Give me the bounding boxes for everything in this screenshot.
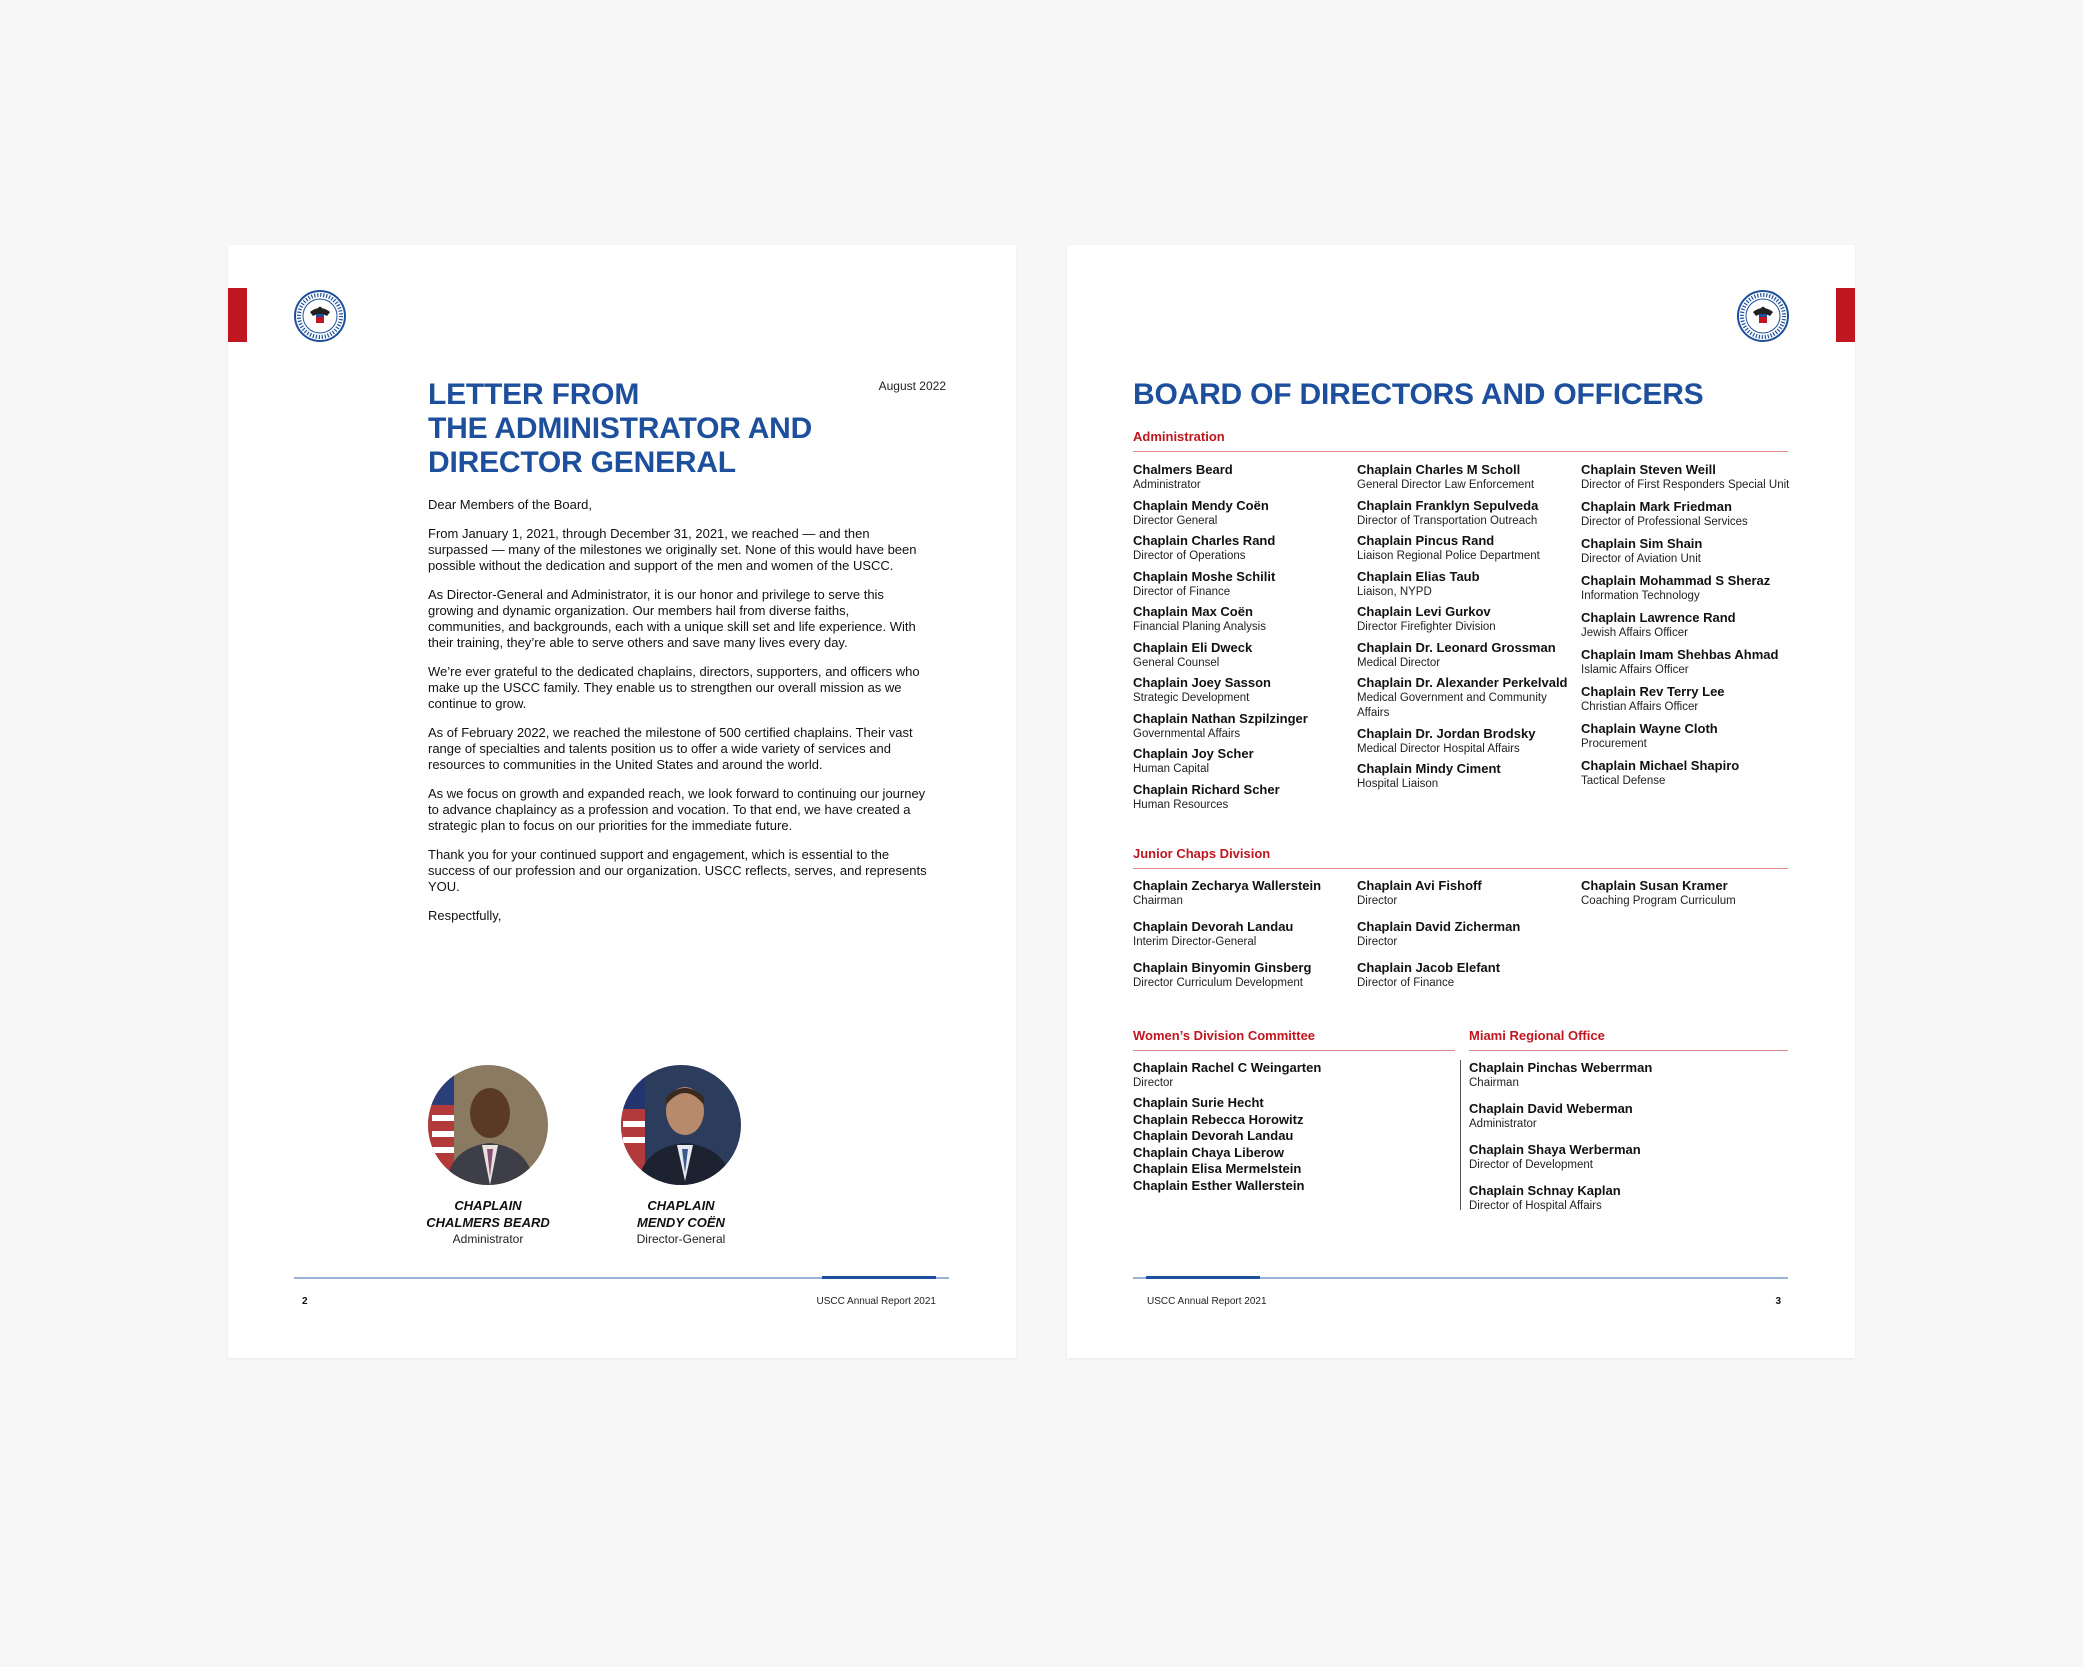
member-role: Islamic Affairs Officer xyxy=(1581,664,1689,676)
member-name: Chaplain Chaya Liberow xyxy=(1133,1144,1284,1160)
member-name: Chaplain Joy Scher xyxy=(1133,746,1254,761)
member-role: Director xyxy=(1357,936,1398,948)
member-role: Director of First Responders Special Unit xyxy=(1581,479,1790,491)
member-name: Chalmers Beard xyxy=(1133,462,1233,477)
member-role: Chairman xyxy=(1469,1077,1519,1089)
member-name: Chaplain Charles Rand xyxy=(1133,533,1276,548)
member-role: General Director Law Enforcement xyxy=(1357,479,1535,491)
member-name: Chaplain Mark Friedman xyxy=(1581,499,1732,514)
page-board xyxy=(1067,245,1855,1358)
member-name: Chaplain Rebecca Horowitz xyxy=(1133,1111,1304,1127)
member-role: Director xyxy=(1133,1077,1174,1089)
board-entry xyxy=(1357,533,1577,564)
signatory-name xyxy=(408,1197,568,1231)
board-entry xyxy=(1357,726,1577,757)
board-entry xyxy=(1357,919,1577,950)
board-entry xyxy=(1357,462,1577,493)
womens-division-column xyxy=(1133,1060,1453,1194)
member-name: Chaplain Joey Sasson xyxy=(1133,675,1271,690)
member-role: Coaching Program Curriculum xyxy=(1581,895,1736,907)
member-role: Tactical Defense xyxy=(1581,775,1666,787)
board-entry xyxy=(1133,640,1353,671)
page-letter xyxy=(228,245,1016,1358)
board-entry xyxy=(1581,684,1791,715)
board-title: BOARD OF DIRECTORS AND OFFICERS xyxy=(1133,378,1704,411)
uscc-seal-icon xyxy=(1737,290,1789,342)
member-role: Medical Director Hospital Affairs xyxy=(1357,742,1520,755)
letter-closing: Respectfully, xyxy=(428,908,502,923)
member-name: Chaplain Eli Dweck xyxy=(1133,639,1253,655)
name-line: CHAPLAIN xyxy=(454,1198,522,1213)
section-rule xyxy=(1133,868,1788,869)
board-entry xyxy=(1133,960,1353,991)
member-name: Chaplain Rachel C Weingarten xyxy=(1133,1060,1322,1075)
board-entry xyxy=(1133,533,1353,564)
member-name: Chaplain Binyomin Ginsberg xyxy=(1133,960,1312,975)
member-name: Chaplain Mohammad S Sheraz xyxy=(1581,573,1771,588)
board-entry xyxy=(1133,711,1353,742)
title-line: LETTER FROM xyxy=(428,378,640,411)
member-role: Liaison Regional Police Department xyxy=(1357,550,1540,562)
red-accent-bar xyxy=(1836,288,1855,342)
member-name: Chaplain Moshe Schilit xyxy=(1133,568,1276,584)
board-entry xyxy=(1581,721,1791,752)
uscc-seal-icon xyxy=(294,290,346,342)
member-role: Procurement xyxy=(1581,738,1647,750)
junior-column-1 xyxy=(1133,878,1353,1001)
board-entry xyxy=(1581,758,1791,789)
title-line: THE ADMINISTRATOR AND xyxy=(428,412,813,445)
member-role: Jewish Affairs Officer xyxy=(1581,627,1688,639)
member-name: Chaplain David Weberman xyxy=(1469,1101,1633,1116)
signatory-role: Director-General xyxy=(636,1232,726,1246)
board-entry xyxy=(1133,746,1353,777)
board-entry xyxy=(1581,499,1791,530)
board-entry xyxy=(1581,462,1791,493)
board-entry xyxy=(1581,647,1791,678)
member-role: Administrator xyxy=(1469,1118,1537,1130)
red-accent-bar xyxy=(228,288,247,342)
member-role: Director of Operations xyxy=(1133,550,1246,562)
name-line: CHAPLAIN xyxy=(647,1198,715,1213)
board-entry xyxy=(1133,462,1353,493)
member-name: Chaplain Surie Hecht xyxy=(1133,1095,1264,1110)
section-label-womens-division: Women’s Division Committee xyxy=(1133,1028,1316,1043)
member-name: Chaplain Steven Weill xyxy=(1581,462,1716,477)
signatory-role: Administrator xyxy=(452,1232,524,1246)
administration-column-1 xyxy=(1133,462,1353,817)
board-entry xyxy=(1133,569,1353,600)
footer-rule xyxy=(294,1277,949,1279)
page-number: 3 xyxy=(1775,1296,1781,1307)
junior-column-2 xyxy=(1357,878,1577,1001)
member-role: Liaison, NYPD xyxy=(1357,585,1432,598)
member-name: Chaplain Mindy Ciment xyxy=(1357,761,1501,776)
administration-column-3 xyxy=(1581,462,1791,795)
board-entry xyxy=(1581,610,1791,641)
member-role: Director Curriculum Development xyxy=(1133,977,1303,989)
member-role: Chairman xyxy=(1133,895,1183,907)
letter-title xyxy=(428,378,848,480)
member-role: Director of Hospital Affairs xyxy=(1469,1200,1602,1212)
member-name: Chaplain David Zicherman xyxy=(1357,919,1521,934)
board-entry xyxy=(1357,761,1577,792)
member-name: Chaplain Jacob Elefant xyxy=(1357,960,1501,975)
member-name: Chaplain Rev Terry Lee xyxy=(1581,684,1725,699)
board-entry xyxy=(1357,604,1577,635)
member-role: Director of Professional Services xyxy=(1581,516,1748,528)
letter-paragraph: From January 1, 2021, through December 31, 2021, we reached — and then surpassed — many of the milestones we originally set. None of this would have been possible without the dedication and support of the men and women of the USCC. xyxy=(428,526,917,573)
board-entry xyxy=(1357,675,1577,721)
member-name: Chaplain Schnay Kaplan xyxy=(1469,1183,1621,1198)
letter-salutation: Dear Members of the Board, xyxy=(428,497,593,512)
member-name: Chaplain Charles M Scholl xyxy=(1357,462,1521,477)
board-entry xyxy=(1469,1060,1789,1091)
footer-rule xyxy=(1133,1277,1788,1279)
member-role: Director xyxy=(1357,895,1398,907)
member-role: General Counsel xyxy=(1133,656,1220,669)
section-label-miami-office: Miami Regional Office xyxy=(1469,1028,1605,1043)
member-role: Human Resources xyxy=(1133,798,1229,811)
member-name: Chaplain Shaya Werberman xyxy=(1469,1142,1641,1157)
column-divider xyxy=(1460,1060,1461,1210)
member-role: Interim Director-General xyxy=(1133,936,1257,948)
board-entry xyxy=(1469,1183,1789,1214)
board-entry xyxy=(1357,960,1577,991)
administration-column-2 xyxy=(1357,462,1577,797)
footer-rule-highlight xyxy=(822,1276,936,1279)
member-name: Chaplain Sim Shain xyxy=(1581,536,1703,551)
member-name: Chaplain Franklyn Sepulveda xyxy=(1357,497,1539,513)
board-entry xyxy=(1357,569,1577,600)
letter-date: August 2022 xyxy=(878,379,946,393)
member-name: Chaplain Richard Scher xyxy=(1133,781,1280,797)
member-name: Chaplain Wayne Cloth xyxy=(1581,721,1718,736)
womens-members-list xyxy=(1133,1095,1453,1194)
member-role: Human Capital xyxy=(1133,763,1210,775)
letter-paragraph: As Director-General and Administrator, it is our honor and privilege to serve this growing and dynamic organization. Our members hail from diverse faiths, communities, and backgrounds, each with a unique skill set and life experience. With their training, they’re able to serve others and save many lives every day. xyxy=(428,587,916,650)
member-name: Chaplain Max Coën xyxy=(1133,604,1253,619)
board-entry xyxy=(1357,498,1577,529)
portrait-photo xyxy=(428,1065,548,1185)
member-name: Chaplain Avi Fishoff xyxy=(1357,878,1482,893)
portrait-photo xyxy=(621,1065,741,1185)
member-role: Director Firefighter Division xyxy=(1357,621,1496,633)
member-role: Director of Transportation Outreach xyxy=(1357,514,1538,527)
member-name: Chaplain Devorah Landau xyxy=(1133,919,1294,934)
board-entry xyxy=(1357,640,1577,671)
footer-rule-highlight xyxy=(1146,1276,1260,1279)
member-name: Chaplain Nathan Szpilzinger xyxy=(1133,710,1308,726)
member-role: Administrator xyxy=(1133,479,1201,491)
member-role: Governmental Affairs xyxy=(1133,727,1241,740)
member-name: Chaplain Elisa Mermelstein xyxy=(1133,1161,1302,1176)
member-role: Strategic Development xyxy=(1133,692,1250,704)
member-role: Information Technology xyxy=(1581,590,1700,602)
section-rule xyxy=(1133,1050,1455,1051)
page-number: 2 xyxy=(302,1296,308,1307)
member-name: Chaplain Dr. Alexander Perkelvald xyxy=(1357,675,1568,690)
member-name: Chaplain Pincus Rand xyxy=(1357,533,1495,548)
signatory-name xyxy=(601,1197,761,1231)
member-name: Chaplain Zecharya Wallerstein xyxy=(1133,878,1322,893)
member-role: Director General xyxy=(1133,514,1218,527)
section-rule xyxy=(1469,1050,1788,1051)
member-name: Chaplain Lawrence Rand xyxy=(1581,610,1736,625)
member-name: Chaplain Susan Kramer xyxy=(1581,878,1728,893)
miami-office-column xyxy=(1469,1060,1789,1224)
member-name: Chaplain Levi Gurkov xyxy=(1357,604,1491,619)
footer-publication: USCC Annual Report 2021 xyxy=(816,1296,936,1307)
board-entry xyxy=(1357,878,1577,909)
member-role: Christian Affairs Officer xyxy=(1581,701,1699,713)
junior-column-3 xyxy=(1581,878,1791,919)
member-name: Chaplain Michael Shapiro xyxy=(1581,758,1740,773)
member-name: Chaplain Imam Shehbas Ahmad xyxy=(1581,647,1779,662)
name-line: MENDY COËN xyxy=(637,1215,725,1230)
letter-body xyxy=(428,497,928,937)
board-entry xyxy=(1133,604,1353,635)
board-entry xyxy=(1581,573,1791,604)
section-label-administration: Administration xyxy=(1133,429,1225,444)
signatory-beard xyxy=(408,1065,568,1247)
member-role: Director of Aviation Unit xyxy=(1581,553,1701,565)
board-entry xyxy=(1133,782,1353,813)
signatory-coen xyxy=(601,1065,761,1247)
footer-publication: USCC Annual Report 2021 xyxy=(1147,1296,1267,1307)
board-entry xyxy=(1133,498,1353,529)
section-label-junior-chaps: Junior Chaps Division xyxy=(1133,846,1271,861)
member-name: Chaplain Dr. Leonard Grossman xyxy=(1357,639,1556,655)
member-name: Chaplain Esther Wallerstein xyxy=(1133,1177,1305,1193)
board-entry xyxy=(1469,1101,1789,1132)
member-name: Chaplain Mendy Coën xyxy=(1133,497,1269,513)
letter-paragraph: Thank you for your continued support and engagement, which is essential to the success of our profession and our organization. USCC reflects, serves, and represents YOU. xyxy=(428,847,927,894)
letter-paragraph: As of February 2022, we reached the milestone of 500 certified chaplains. Their vast range of specialties and talents position us to offer a wide variety of services and resources to communities in the United States and around the world. xyxy=(428,725,913,772)
board-entry xyxy=(1581,536,1791,567)
member-name: Chaplain Elias Taub xyxy=(1357,568,1480,584)
member-role: Financial Planing Analysis xyxy=(1133,621,1266,633)
letter-paragraph: As we focus on growth and expanded reach, we look forward to continuing our journey to advance chaplaincy as a profession and vocation. To that end, we have created a strategic plan to focus on our priorities for the immediate future. xyxy=(428,786,926,833)
member-role: Director of Finance xyxy=(1133,585,1231,598)
member-role: Director of Development xyxy=(1469,1159,1593,1171)
member-role: Medical Director xyxy=(1357,656,1441,669)
letter-paragraph: We’re ever grateful to the dedicated chaplains, directors, supporters, and officers who make up the USCC family. They enable us to strengthen our overall mission as we continue to grow. xyxy=(428,664,920,711)
board-entry xyxy=(1133,919,1353,950)
title-line: DIRECTOR GENERAL xyxy=(428,446,736,479)
member-name: Chaplain Dr. Jordan Brodsky xyxy=(1357,725,1536,741)
name-line: CHALMERS BEARD xyxy=(426,1215,550,1230)
member-name: Chaplain Pinchas Weberrman xyxy=(1469,1060,1653,1075)
member-role: Medical Government and Community Affairs xyxy=(1357,692,1547,719)
section-rule xyxy=(1133,451,1788,452)
board-entry xyxy=(1133,675,1353,706)
board-entry xyxy=(1581,878,1791,909)
member-role: Hospital Liaison xyxy=(1357,778,1439,790)
member-role: Director of Finance xyxy=(1357,977,1455,989)
board-entry xyxy=(1133,878,1353,909)
board-entry xyxy=(1469,1142,1789,1173)
member-name: Chaplain Devorah Landau xyxy=(1133,1128,1294,1143)
board-entry xyxy=(1133,1060,1453,1091)
